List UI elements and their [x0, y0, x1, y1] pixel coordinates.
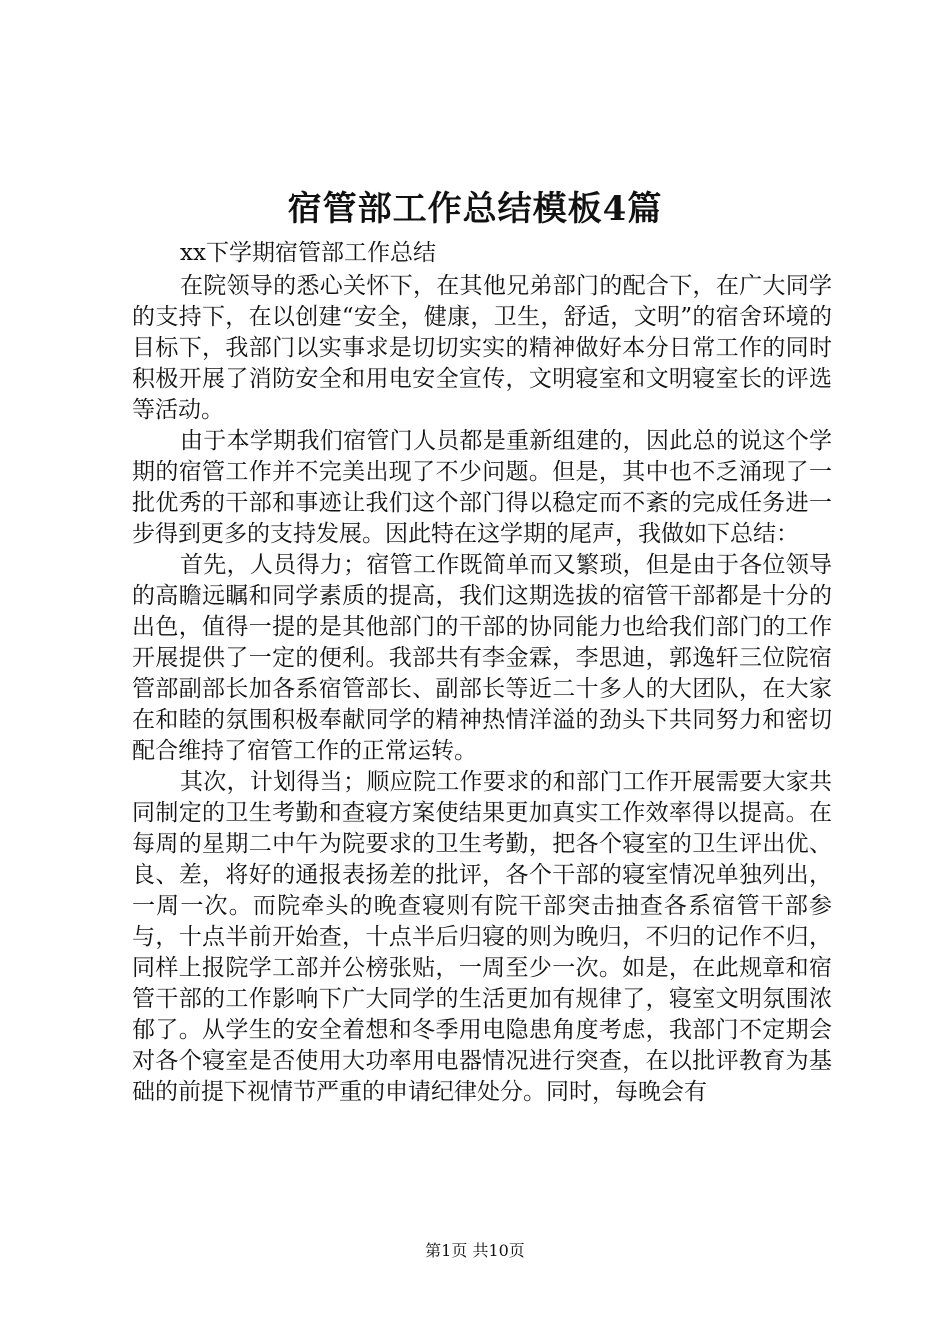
- body-paragraph: 首先，人员得力；宿管工作既简单而又繁琐，但是由于各位领导的高瞻远瞩和同学素质的提高，我们这期选拔的宿管干部都是十分的出色，值得一提的是其他部门的干部的协同能力也给我们部门的工作开展提供了一定的便利。我部共有李金霖，李思迪，郭逸轩三位院宿管部副部长加各系宿管部长、副部长等近二十多人的大团队，在大家在和睦的氛围积极奉献同学的精神热情洋溢的劲头下共同努力和密切配合维持了宿管工作的正常运转。: [132, 552, 832, 764]
- document-title: 宿管部工作总结模板4篇: [287, 189, 663, 229]
- page-footer: 第1页 共10页: [425, 1241, 525, 1260]
- body-paragraph: 由于本学期我们宿管门人员都是重新组建的，因此总的说这个学期的宿管工作并不完美出现了不少问题。但是，其中也不乏涌现了一批优秀的干部和事迹让我们这个部门得以稳定而不紊的完成任务进一步得到更多的支持发展。因此特在这学期的尾声，我做如下总结：: [132, 428, 832, 547]
- body-paragraph: 其次，计划得当；顺应院工作要求的和部门工作开展需要大家共同制定的卫生考勤和查寝方案使结果更加真实工作效率得以提高。在每周的星期二中午为院要求的卫生考勤，把各个寝室的卫生评出优、良、差，将好的通报表扬差的批评，各个干部的寝室情况单独列出，一周一次。而院牵头的晚查寝则有院干部突击抽查各系宿管干部参与，十点半前开始查，十点半后归寝的则为晚归，不归的记作不归，同样上报院学工部并公榜张贴，一周至少一次。如是，在此规章和宿管干部的工作影响下广大同学的生活更加有规律了，寝室文明氛围浓郁了。从学生的安全着想和冬季用电隐患角度考虑，我部门不定期会对各个寝室是否使用大功率用电器情况进行突查，在以批评教育为基础的前提下视情节严重的申请纪律处分。同时，每晚会有: [132, 769, 832, 1105]
- document-subtitle: xx下学期宿管部工作总结: [180, 240, 436, 266]
- body-paragraph: 在院领导的悉心关怀下，在其他兄弟部门的配合下，在广大同学的支持下，在以创建“安全，健康，卫生，舒适，文明”的宿舍环境的目标下，我部门以实事求是切切实实的精神做好本分日常工作的同时积极开展了消防安全和用电安全宣传，文明寝室和文明寝室长的评选等活动。: [132, 273, 832, 423]
- document-body: [132, 271, 832, 1108]
